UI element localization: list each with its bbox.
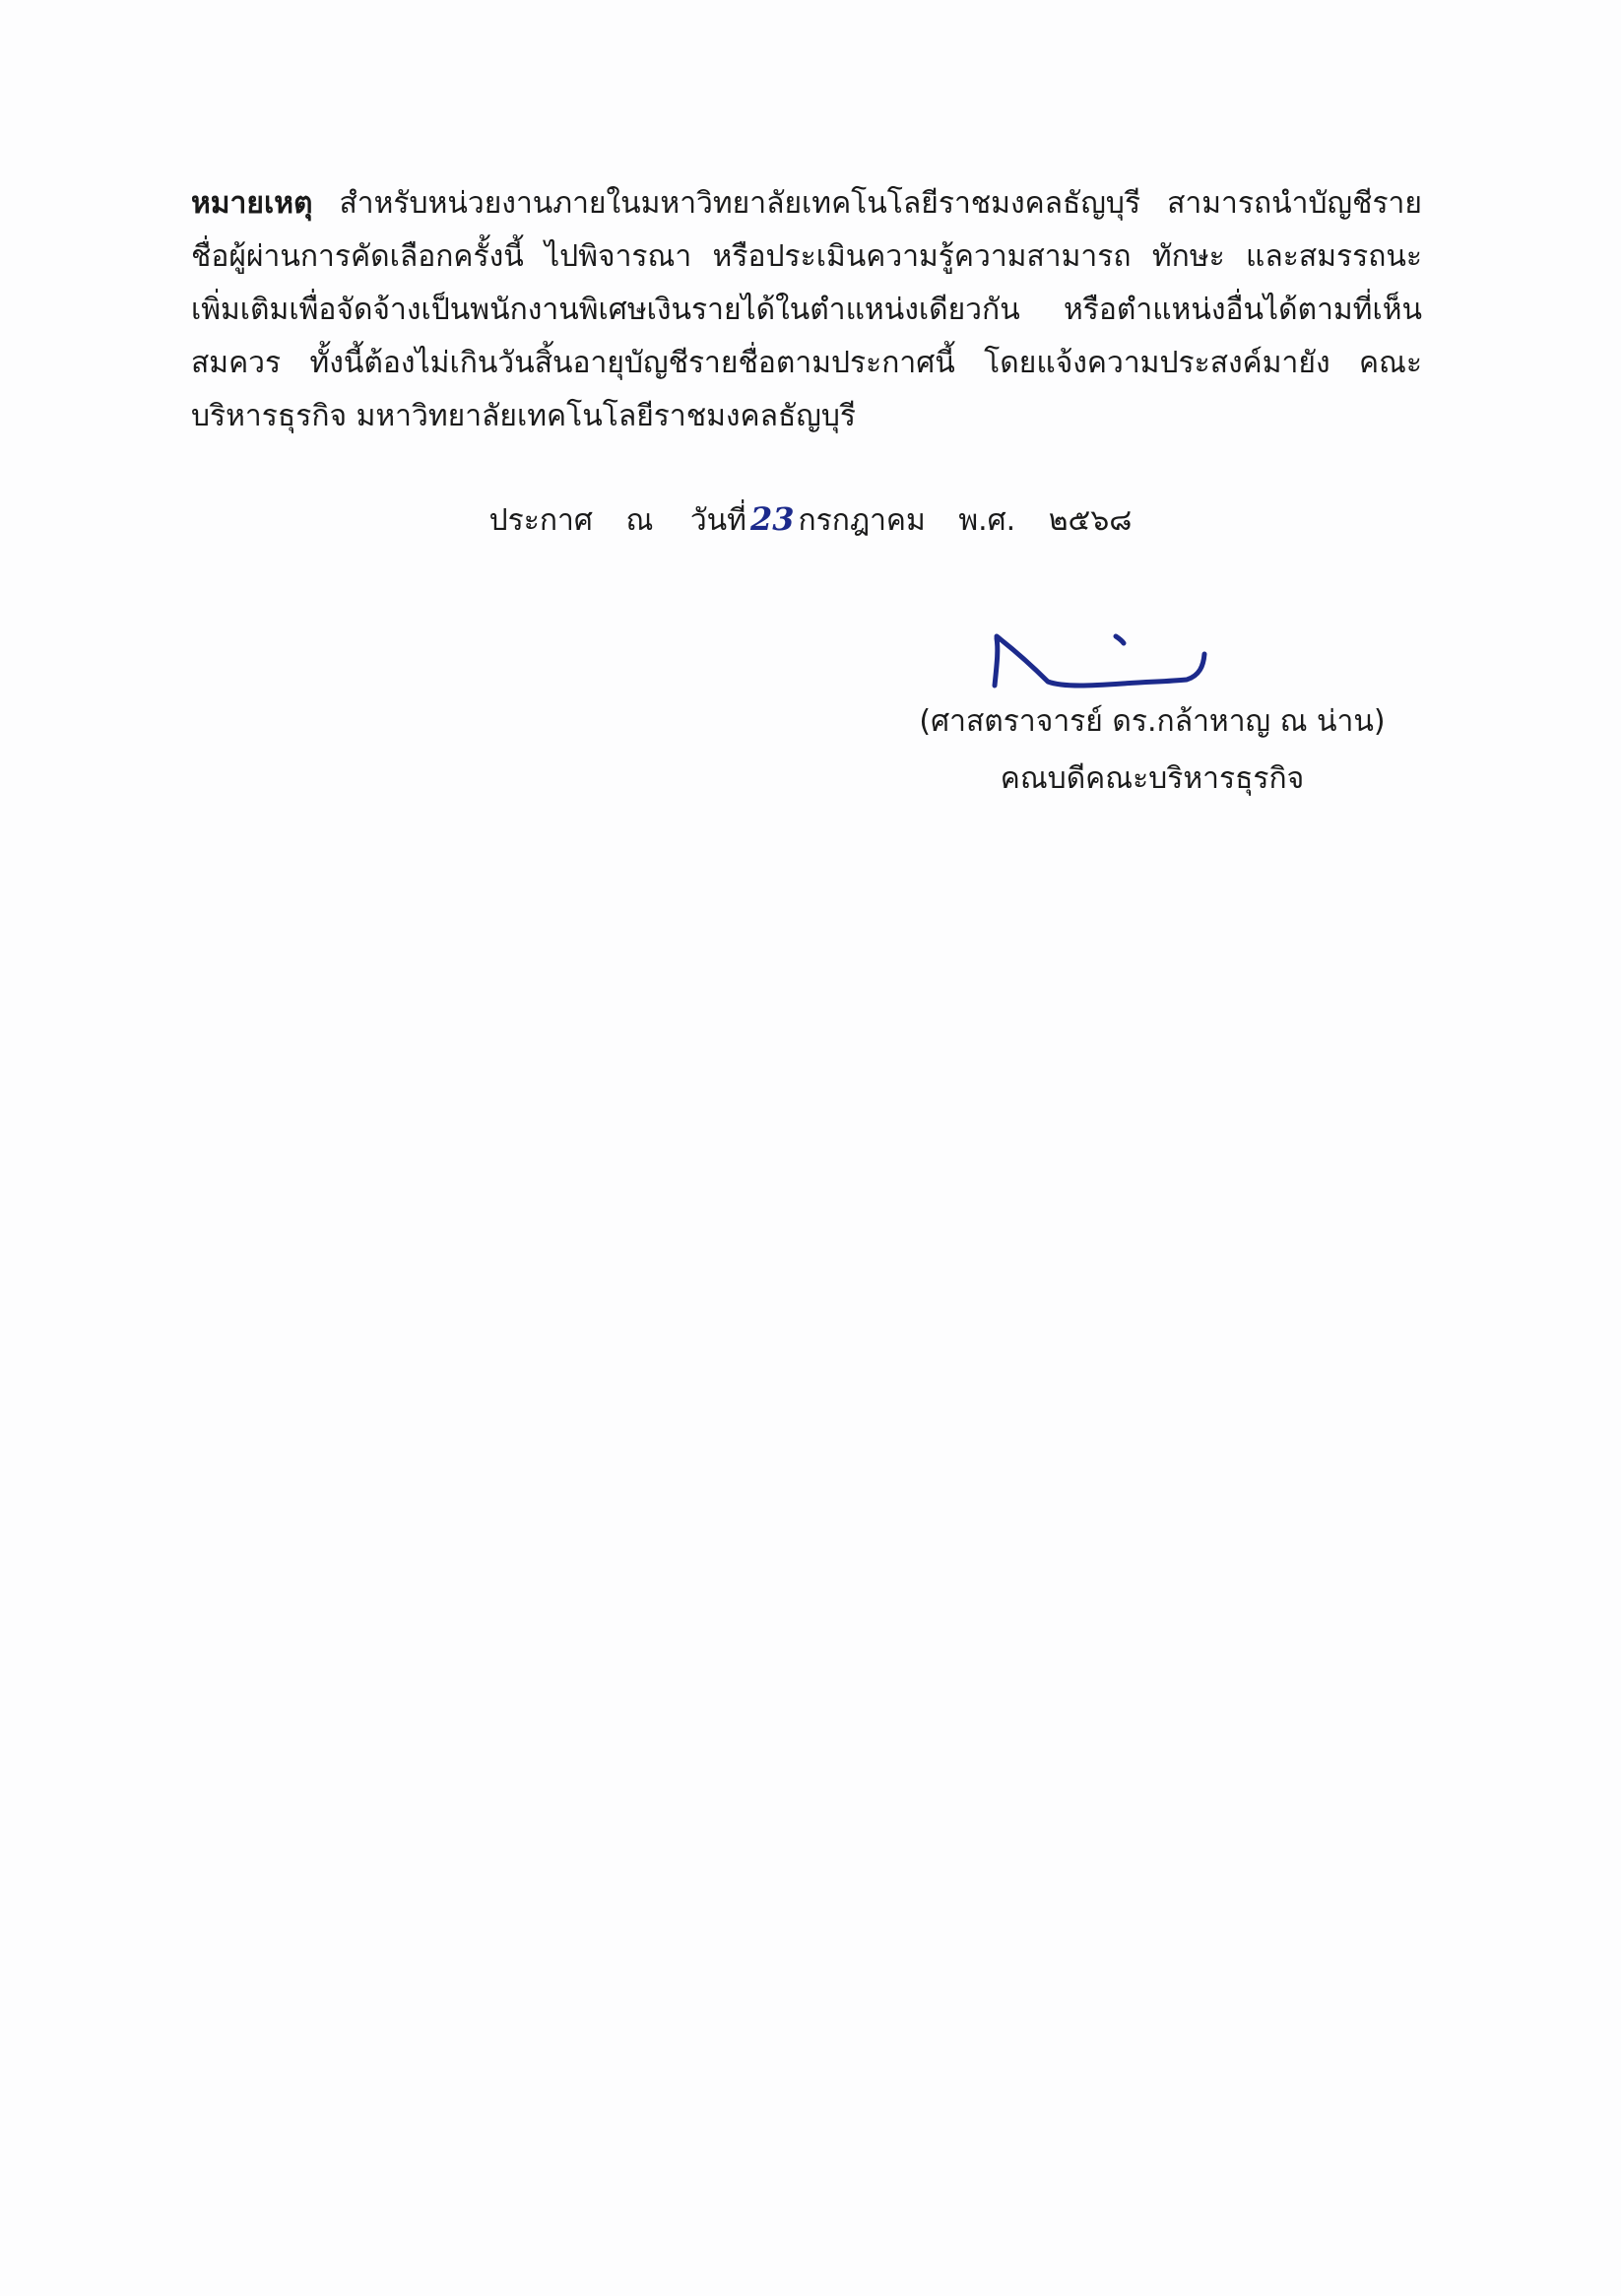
signer-name: (ศาสตราจารย์ ดร.กล้าหาญ ณ น่าน) bbox=[919, 704, 1386, 739]
announcement-day-label: วันที่ bbox=[689, 503, 746, 538]
note-text: สำหรับหน่วยงานภายในมหาวิทยาลัยเทคโนโลยีราชมงคลธัญบุรี สามารถนำบัญชีรายชื่อผู้ผ่านการคัดเลือกครั้งนี้ ไปพิจารณา หรือประเมินความรู้ความสามารถ ทักษะ และสมรรถนะเพิ่มเติมเพื่อจัดจ้างเป็นพนักงานพิเศษเงินรายได้ในตำแหน่งเดียวกัน หรือตำแหน่งอื่นได้ตามที่เห็นสมควร ทั้งนี้ต้องไม่เกินวันสิ้นอายุบัญชีรายชื่อตามประกาศนี้ โดยแจ้งความประสงค์มายัง คณะบริหารธุรกิจ มหาวิทยาลัยเทคโนโลยีราชมงคลธัญบุรี bbox=[191, 186, 1422, 433]
signer-position: คณบดีคณะบริหารธุรกิจ bbox=[1000, 761, 1305, 796]
note-label: หมายเหตุ bbox=[191, 186, 313, 221]
announcement-year: ๒๕๖๘ bbox=[1048, 503, 1133, 538]
announcement-date-line bbox=[0, 492, 1621, 548]
announcement-at: ณ bbox=[625, 503, 654, 538]
announcement-day-handwritten: 23 bbox=[749, 500, 795, 538]
handwritten-signature bbox=[975, 619, 1231, 697]
announcement-month: กรกฎาคม bbox=[798, 503, 926, 538]
note-paragraph bbox=[191, 177, 1422, 443]
announcement-prefix: ประกาศ bbox=[488, 503, 593, 538]
announcement-era: พ.ศ. bbox=[958, 503, 1016, 538]
